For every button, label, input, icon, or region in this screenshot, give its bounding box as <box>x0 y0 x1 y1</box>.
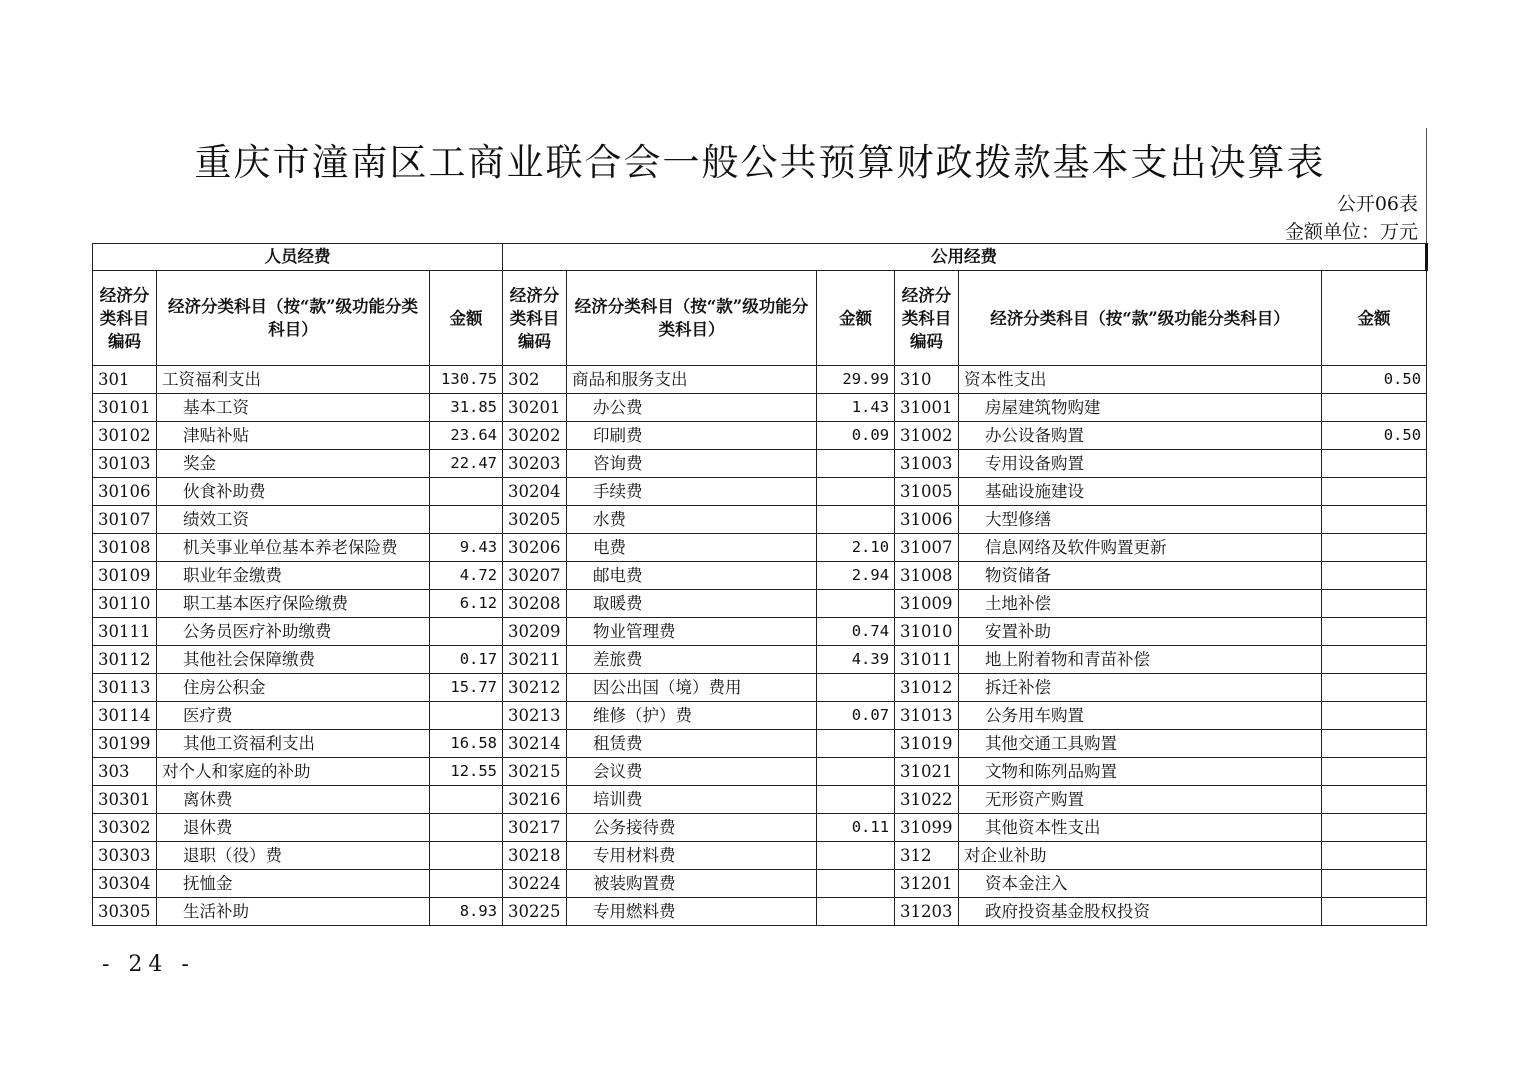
cell-code-3: 31008 <box>895 562 959 590</box>
cell-amount-3 <box>1322 618 1427 646</box>
cell-code-2: 30211 <box>503 646 567 674</box>
cell-code-3: 31013 <box>895 702 959 730</box>
cell-name-1: 抚恤金 <box>157 870 430 898</box>
cell-code-3: 31001 <box>895 394 959 422</box>
table-row <box>93 702 1427 730</box>
table-row <box>93 730 1427 758</box>
table-row <box>93 898 1427 926</box>
table-row <box>93 786 1427 814</box>
cell-amount-1 <box>430 786 503 814</box>
cell-amount-3 <box>1322 730 1427 758</box>
cell-name-1: 津贴补贴 <box>157 422 430 450</box>
cell-name-3: 公务用车购置 <box>959 702 1322 730</box>
col-code-3: 经济分类科目编码 <box>895 271 959 366</box>
cell-amount-2: 4.39 <box>817 646 895 674</box>
cell-code-3: 31011 <box>895 646 959 674</box>
cell-name-3: 安置补助 <box>959 618 1322 646</box>
cell-code-1: 30114 <box>93 702 157 730</box>
cell-name-3: 地上附着物和青苗补偿 <box>959 646 1322 674</box>
cell-amount-3 <box>1322 562 1427 590</box>
cell-amount-3 <box>1322 758 1427 786</box>
cell-amount-2: 1.43 <box>817 394 895 422</box>
table-row <box>93 646 1427 674</box>
cell-code-2: 30208 <box>503 590 567 618</box>
cell-amount-1 <box>430 618 503 646</box>
cell-code-3: 31021 <box>895 758 959 786</box>
cell-code-1: 30109 <box>93 562 157 590</box>
cell-amount-2 <box>817 786 895 814</box>
cell-name-2: 印刷费 <box>567 422 817 450</box>
cell-amount-3: 0.50 <box>1322 366 1427 394</box>
cell-code-3: 31007 <box>895 534 959 562</box>
cell-code-1: 30304 <box>93 870 157 898</box>
cell-amount-3 <box>1322 590 1427 618</box>
cell-code-1: 30113 <box>93 674 157 702</box>
cell-amount-2 <box>817 478 895 506</box>
cell-amount-2: 0.74 <box>817 618 895 646</box>
cell-code-1: 30305 <box>93 898 157 926</box>
cell-code-1: 303 <box>93 758 157 786</box>
column-header-row <box>93 271 1427 366</box>
cell-code-2: 30214 <box>503 730 567 758</box>
cell-name-3: 政府投资基金股权投资 <box>959 898 1322 926</box>
cell-name-3: 房屋建筑物购建 <box>959 394 1322 422</box>
cell-name-1: 生活补助 <box>157 898 430 926</box>
col-code-1: 经济分类科目编码 <box>93 271 157 366</box>
cell-amount-2: 29.99 <box>817 366 895 394</box>
table-row <box>93 814 1427 842</box>
cell-code-2: 30217 <box>503 814 567 842</box>
cell-amount-1 <box>430 702 503 730</box>
cell-name-3: 办公设备购置 <box>959 422 1322 450</box>
cell-amount-1 <box>430 870 503 898</box>
cell-amount-3 <box>1322 534 1427 562</box>
cell-code-3: 31002 <box>895 422 959 450</box>
cell-name-2: 因公出国（境）费用 <box>567 674 817 702</box>
cell-code-1: 30301 <box>93 786 157 814</box>
cell-code-2: 30207 <box>503 562 567 590</box>
cell-code-3: 31099 <box>895 814 959 842</box>
cell-name-2: 办公费 <box>567 394 817 422</box>
col-name-3: 经济分类科目（按“款”级功能分类科目） <box>959 271 1322 366</box>
cell-amount-1: 6.12 <box>430 590 503 618</box>
cell-amount-3 <box>1322 786 1427 814</box>
cell-code-2: 30215 <box>503 758 567 786</box>
cell-code-1: 30199 <box>93 730 157 758</box>
cell-name-3: 对企业补助 <box>959 842 1322 870</box>
cell-amount-2 <box>817 842 895 870</box>
cell-name-3: 大型修缮 <box>959 506 1322 534</box>
cell-amount-2: 0.11 <box>817 814 895 842</box>
cell-name-3: 拆迁补偿 <box>959 674 1322 702</box>
cell-name-2: 公务接待费 <box>567 814 817 842</box>
cell-name-3: 无形资产购置 <box>959 786 1322 814</box>
cell-code-1: 30302 <box>93 814 157 842</box>
cell-amount-1: 15.77 <box>430 674 503 702</box>
cell-amount-2 <box>817 674 895 702</box>
cell-amount-2 <box>817 450 895 478</box>
cell-name-1: 对个人和家庭的补助 <box>157 758 430 786</box>
cell-name-2: 物业管理费 <box>567 618 817 646</box>
cell-name-1: 工资福利支出 <box>157 366 430 394</box>
col-amount-1: 金额 <box>430 271 503 366</box>
cell-name-3: 信息网络及软件购置更新 <box>959 534 1322 562</box>
table-row <box>93 422 1427 450</box>
cell-amount-2 <box>817 730 895 758</box>
table-row <box>93 478 1427 506</box>
table-row <box>93 506 1427 534</box>
cell-name-1: 公务员医疗补助缴费 <box>157 618 430 646</box>
cell-code-1: 30101 <box>93 394 157 422</box>
cell-code-3: 31012 <box>895 674 959 702</box>
cell-code-2: 30225 <box>503 898 567 926</box>
cell-amount-3 <box>1322 870 1427 898</box>
cell-name-1: 退职（役）费 <box>157 842 430 870</box>
cell-code-2: 30201 <box>503 394 567 422</box>
cell-amount-2: 2.94 <box>817 562 895 590</box>
cell-name-2: 商品和服务支出 <box>567 366 817 394</box>
cell-code-1: 30102 <box>93 422 157 450</box>
cell-code-1: 30112 <box>93 646 157 674</box>
cell-code-2: 30206 <box>503 534 567 562</box>
cell-name-2: 专用材料费 <box>567 842 817 870</box>
cell-amount-2 <box>817 870 895 898</box>
cell-code-3: 31010 <box>895 618 959 646</box>
col-name-2: 经济分类科目（按“款”级功能分类科目） <box>567 271 817 366</box>
cell-name-1: 职工基本医疗保险缴费 <box>157 590 430 618</box>
cell-name-2: 差旅费 <box>567 646 817 674</box>
cell-code-3: 31019 <box>895 730 959 758</box>
cell-code-1: 30110 <box>93 590 157 618</box>
cell-name-1: 职业年金缴费 <box>157 562 430 590</box>
cell-name-2: 维修（护）费 <box>567 702 817 730</box>
cell-amount-3 <box>1322 898 1427 926</box>
cell-amount-1: 22.47 <box>430 450 503 478</box>
cell-code-1: 30106 <box>93 478 157 506</box>
cell-amount-1: 12.55 <box>430 758 503 786</box>
cell-name-1: 基本工资 <box>157 394 430 422</box>
cell-code-1: 30103 <box>93 450 157 478</box>
cell-code-3: 31005 <box>895 478 959 506</box>
cell-name-2: 取暖费 <box>567 590 817 618</box>
cell-amount-2 <box>817 590 895 618</box>
cell-name-1: 住房公积金 <box>157 674 430 702</box>
cell-amount-1: 8.93 <box>430 898 503 926</box>
cell-code-3: 31201 <box>895 870 959 898</box>
cell-amount-3 <box>1322 478 1427 506</box>
cell-name-2: 租赁费 <box>567 730 817 758</box>
cell-name-1: 其他社会保障缴费 <box>157 646 430 674</box>
table-row <box>93 534 1427 562</box>
col-code-2: 经济分类科目编码 <box>503 271 567 366</box>
cell-name-2: 咨询费 <box>567 450 817 478</box>
cell-amount-3 <box>1322 702 1427 730</box>
cell-amount-2: 0.09 <box>817 422 895 450</box>
cell-code-3: 310 <box>895 366 959 394</box>
cell-name-1: 退休费 <box>157 814 430 842</box>
cell-name-1: 伙食补助费 <box>157 478 430 506</box>
cell-name-2: 手续费 <box>567 478 817 506</box>
cell-amount-1: 16.58 <box>430 730 503 758</box>
cell-code-2: 30202 <box>503 422 567 450</box>
cell-name-1: 离休费 <box>157 786 430 814</box>
cell-code-3: 31203 <box>895 898 959 926</box>
cell-name-2: 水费 <box>567 506 817 534</box>
cell-amount-3 <box>1322 646 1427 674</box>
cell-amount-1: 31.85 <box>430 394 503 422</box>
cell-name-3: 专用设备购置 <box>959 450 1322 478</box>
cell-code-2: 30216 <box>503 786 567 814</box>
table-row <box>93 394 1427 422</box>
section-personnel: 人员经费 <box>93 244 503 271</box>
table-row <box>93 450 1427 478</box>
cell-name-3: 文物和陈列品购置 <box>959 758 1322 786</box>
cell-name-3: 基础设施建设 <box>959 478 1322 506</box>
table-row <box>93 870 1427 898</box>
cell-amount-1: 0.17 <box>430 646 503 674</box>
cell-name-3: 其他交通工具购置 <box>959 730 1322 758</box>
cell-name-1: 医疗费 <box>157 702 430 730</box>
cell-amount-3 <box>1322 506 1427 534</box>
cell-amount-1 <box>430 842 503 870</box>
table-row <box>93 842 1427 870</box>
cell-amount-3 <box>1322 450 1427 478</box>
cell-code-2: 30209 <box>503 618 567 646</box>
cell-amount-1: 9.43 <box>430 534 503 562</box>
cell-name-3: 资本金注入 <box>959 870 1322 898</box>
table-row <box>93 618 1427 646</box>
section-public: 公用经费 <box>503 244 1427 271</box>
cell-amount-1: 23.64 <box>430 422 503 450</box>
cell-amount-1 <box>430 478 503 506</box>
cell-code-1: 30107 <box>93 506 157 534</box>
cell-amount-1 <box>430 814 503 842</box>
cell-code-2: 30224 <box>503 870 567 898</box>
cell-amount-3 <box>1322 842 1427 870</box>
cell-amount-1: 130.75 <box>430 366 503 394</box>
table-row <box>93 590 1427 618</box>
table-row <box>93 674 1427 702</box>
cell-name-1: 其他工资福利支出 <box>157 730 430 758</box>
col-amount-3: 金额 <box>1322 271 1427 366</box>
section-header-row <box>93 244 1427 271</box>
cell-code-2: 30212 <box>503 674 567 702</box>
table-row <box>93 366 1427 394</box>
page-number: - 24 - <box>102 952 195 977</box>
cell-name-2: 电费 <box>567 534 817 562</box>
cell-name-2: 会议费 <box>567 758 817 786</box>
cell-name-2: 培训费 <box>567 786 817 814</box>
cell-name-3: 其他资本性支出 <box>959 814 1322 842</box>
cell-name-3: 物资储备 <box>959 562 1322 590</box>
cell-amount-3: 0.50 <box>1322 422 1427 450</box>
cell-name-3: 土地补偿 <box>959 590 1322 618</box>
cell-amount-3 <box>1322 674 1427 702</box>
cell-code-3: 312 <box>895 842 959 870</box>
budget-table <box>92 243 1428 926</box>
cell-code-2: 30205 <box>503 506 567 534</box>
cell-name-3: 资本性支出 <box>959 366 1322 394</box>
page-title: 重庆市潼南区工商业联合会一般公共预算财政拨款基本支出决算表 <box>194 141 1326 184</box>
cell-amount-2 <box>817 758 895 786</box>
cell-name-2: 专用燃料费 <box>567 898 817 926</box>
cell-code-2: 30218 <box>503 842 567 870</box>
cell-name-1: 绩效工资 <box>157 506 430 534</box>
cell-name-1: 奖金 <box>157 450 430 478</box>
cell-amount-3 <box>1322 394 1427 422</box>
table-row <box>93 562 1427 590</box>
cell-amount-1: 4.72 <box>430 562 503 590</box>
cell-code-3: 31006 <box>895 506 959 534</box>
col-amount-2: 金额 <box>817 271 895 366</box>
cell-amount-2 <box>817 898 895 926</box>
table-code: 公开06表 <box>1336 193 1418 215</box>
table-row <box>93 758 1427 786</box>
cell-amount-1 <box>430 506 503 534</box>
cell-amount-2 <box>817 506 895 534</box>
cell-code-1: 30111 <box>93 618 157 646</box>
cell-name-2: 被装购置费 <box>567 870 817 898</box>
cell-code-3: 31009 <box>895 590 959 618</box>
cell-name-2: 邮电费 <box>567 562 817 590</box>
cell-code-3: 31003 <box>895 450 959 478</box>
amount-unit: 金额单位：万元 <box>1284 221 1418 243</box>
cell-amount-2: 0.07 <box>817 702 895 730</box>
cell-code-1: 301 <box>93 366 157 394</box>
cell-amount-3 <box>1322 814 1427 842</box>
cell-code-2: 30213 <box>503 702 567 730</box>
cell-code-2: 30203 <box>503 450 567 478</box>
cell-code-1: 30303 <box>93 842 157 870</box>
cell-amount-2: 2.10 <box>817 534 895 562</box>
cell-code-1: 30108 <box>93 534 157 562</box>
col-name-1: 经济分类科目（按“款”级功能分类科目） <box>157 271 430 366</box>
cell-name-1: 机关事业单位基本养老保险费 <box>157 534 430 562</box>
cell-code-2: 30204 <box>503 478 567 506</box>
cell-code-2: 302 <box>503 366 567 394</box>
cell-code-3: 31022 <box>895 786 959 814</box>
